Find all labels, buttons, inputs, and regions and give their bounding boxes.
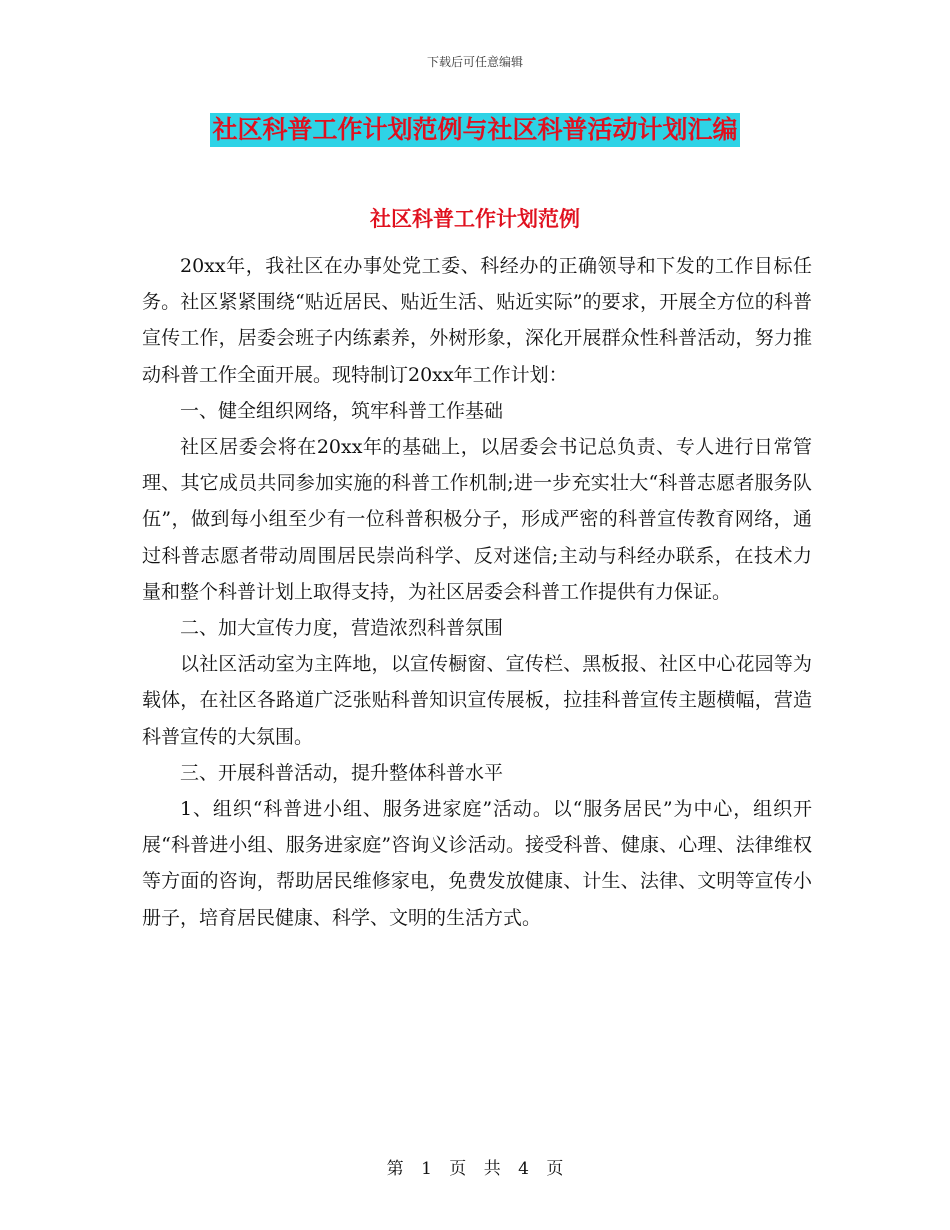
header-note: 下载后可任意编辑 bbox=[426, 55, 523, 69]
main-title-wrap bbox=[0, 113, 950, 147]
footer-ye: 页 bbox=[449, 1159, 467, 1179]
footer-page-number: 1 bbox=[421, 1159, 432, 1179]
document-body bbox=[142, 248, 812, 936]
footer-gong: 共 bbox=[483, 1159, 501, 1179]
section-heading-1: 一、健全组织网络，筑牢科普工作基础 bbox=[180, 399, 504, 422]
paragraph-intro: 20xx年，我社区在办事处党工委、科经办的正确领导和下发的工作目标任务。社区紧紧围绕“贴近居民、贴近生活、贴近实际”的要求，开展全方位的科普宣传工作，居委会班子内练素养，外树形象，深化开展群众性科普活动，努力推动科普工作全面开展。现特制订20xx年工作计划： bbox=[142, 255, 812, 386]
page-footer bbox=[0, 1154, 950, 1179]
main-title: 社区科普工作计划范例与社区科普活动计划汇编 bbox=[210, 113, 739, 147]
section-heading-3: 三、开展科普活动，提升整体科普水平 bbox=[180, 761, 504, 784]
section-heading-2: 二、加大宣传力度，营造浓烈科普氛围 bbox=[180, 617, 504, 640]
footer-ye2: 页 bbox=[546, 1159, 564, 1179]
footer-di: 第 bbox=[386, 1159, 404, 1179]
sub-title: 社区科普工作计划范例 bbox=[370, 207, 580, 231]
footer-total-pages: 4 bbox=[518, 1159, 529, 1179]
paragraph-section-1: 社区居委会将在20xx年的基础上，以居委会书记总负责、专人进行日常管理、其它成员共同参加实施的科普工作机制;进一步充实壮大“科普志愿者服务队伍”，做到每小组至少有一位科普积极分子，形成严密的科普宣传教育网络，通过科普志愿者带动周围居民崇尚科学、反对迷信;主动与科经办联系，在技术力量和整个科普计划上取得支持，为社区居委会科普工作提供有力保证。 bbox=[142, 436, 812, 603]
paragraph-section-3-item-1: 1、组织“科普进小组、服务进家庭”活动。以“服务居民”为中心，组织开展“科普进小组、服务进家庭”咨询义诊活动。接受科普、健康、心理、法律维权等方面的咨询，帮助居民维修家电，免费发放健康、计生、法律、文明等宣传小册子，培育居民健康、科学、文明的生活方式。 bbox=[142, 798, 812, 929]
paragraph-section-2: 以社区活动室为主阵地，以宣传橱窗、宣传栏、黑板报、社区中心花园等为载体，在社区各路道广泛张贴科普知识宣传展板，拉挂科普宣传主题横幅，营造科普宣传的大氛围。 bbox=[142, 653, 812, 748]
